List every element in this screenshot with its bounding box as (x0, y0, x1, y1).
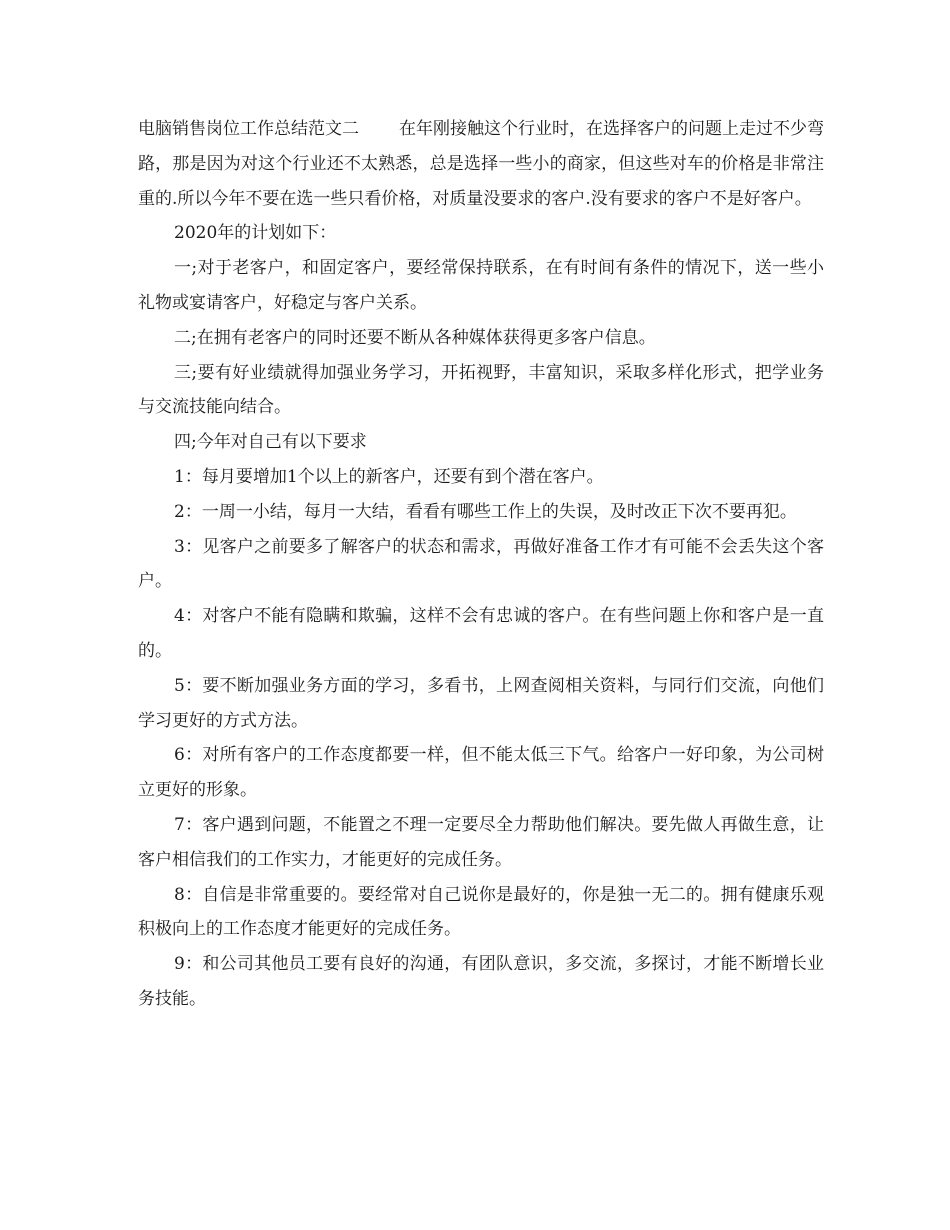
opening-paragraph (138, 112, 824, 216)
requirement-item-8: 8：自信是非常重要的。要经常对自己说你是最好的，你是独一无二的。拥有健康乐观积极向上的工作态度才能更好的完成任务。 (138, 884, 824, 940)
requirement-item-4: 4：对客户不能有隐瞒和欺骗，这样不会有忠诚的客户。在有些问题上你和客户是一直的。 (138, 606, 824, 661)
requirement-item-7: 7：客户遇到问题，不能置之不理一定要尽全力帮助他们解决。要先做人再做生意，让客户相信我们的工作实力，才能更好的完成任务。 (138, 814, 824, 870)
requirement-item-5: 5：要不断加强业务方面的学习，多看书，上网查阅相关资料，与同行们交流，向他们学习更好的方式方法。 (138, 675, 824, 731)
plan-item-2: 二;在拥有老客户的同时还要不断从各种媒体获得更多客户信息。 (174, 327, 656, 348)
document-body (138, 112, 824, 1017)
requirement-item-9: 9：和公司其他员工要有良好的沟通，有团队意识，多交流，多探讨，才能不断增长业务技能。 (138, 954, 824, 1009)
requirement-item-3: 3：见客户之前要多了解客户的状态和需求，再做好准备工作才有可能不会丢失这个客户。 (138, 536, 824, 592)
intro-text: 在年刚接触这个行业时，在选择客户的问题上走过不少弯路，那是因为对这个行业还不太熟悉，总是选择一些小的商家，但这些对车的价格是非常注重的.所以今年不要在选一些只看价格，对质量没要求的客户.没有要求的客户不是好客户。 (138, 119, 824, 209)
plan-item-1: 一;对于老客户，和固定客户，要经常保持联系，在有时间有条件的情况下，送一些小礼物或宴请客户，好稳定与客户关系。 (138, 258, 824, 313)
plan-item-3: 三;要有好业绩就得加强业务学习，开拓视野，丰富知识，采取多样化形式，把学业务与交流技能向结合。 (138, 362, 824, 418)
plan-item-4: 四;今年对自己有以下要求 (174, 432, 367, 453)
requirement-item-2: 2：一周一小结，每月一大结，看看有哪些工作上的失误，及时改正下次不要再犯。 (174, 501, 797, 522)
document-title: 电脑销售岗位工作总结范文二 (138, 119, 359, 139)
plan-heading: 2020年的计划如下： (174, 223, 337, 244)
requirement-item-6: 6：对所有客户的工作态度都要一样，但不能太低三下气。给客户一好印象，为公司树立更好的形象。 (138, 745, 824, 801)
requirement-item-1: 1：每月要增加1个以上的新客户，还要有到个潜在客户。 (174, 466, 604, 487)
